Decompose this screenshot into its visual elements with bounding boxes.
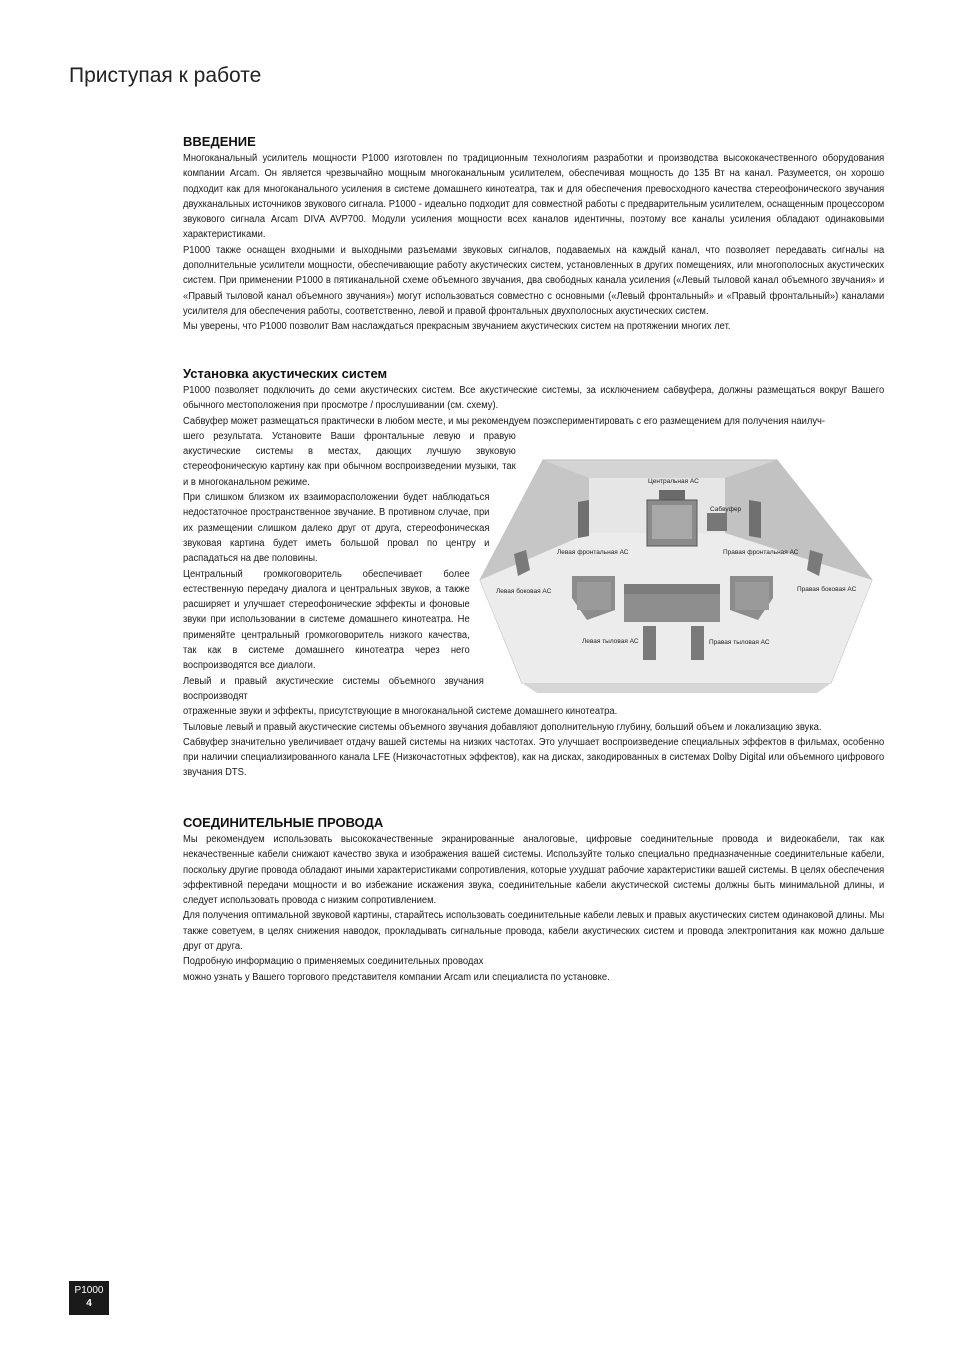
speakers-paragraph: отраженные звуки и эффекты, присутствующие в многоканальной системе домашнего кинотеатра.: [183, 706, 618, 718]
speakers-heading: Установка акустических систем: [183, 366, 388, 381]
intro-paragraph: Многоканальный усилитель мощности P1000 изготовлен по традиционным технологиям разработки и производства высококачественного оборудования компании Arcam. Он является чрезвычайно мощным многоканальным усилителем, обеспечивая мощность до 135 Вт на канал. Разумеется, он хорошо подходит как для многоканального усиления в системе домашнего кинотеатра, так и для обеспечения превосходного качества стереофонического звучания двухканальных источников звукового сигнала. P1000 - идеально подходит для совместной работы с предварительным усилителем, оснащенным процессором звукового сигнала Arcam DIVA AVP700. Модули усиления мощности всех каналов идентичны, поэтому все каналы усиления обладают одинаковыми характеристиками.: [183, 153, 885, 241]
side-right-label: Правая боковая АС: [797, 586, 857, 593]
rear-left-label: Левая тыловая АС: [582, 638, 639, 645]
cables-section: [183, 815, 885, 985]
subwoofer-icon: [707, 513, 727, 531]
intro-paragraph: Мы уверены, что P1000 позволит Вам наслаждаться прекрасным звучанием акустических систем на протяжении многих лет.: [183, 321, 731, 333]
front-left-label: Левая фронтальная АС: [557, 549, 629, 556]
speakers-paragraph: Левый и правый акустические системы объемного звучания воспроизводят: [183, 675, 484, 702]
intro-section: [183, 134, 885, 335]
intro-heading: ВВЕДЕНИЕ: [183, 134, 256, 149]
front-left-speaker-icon: [578, 500, 589, 538]
cables-paragraph: Для получения оптимальной звуковой картины, старайтесь использовать соединительные кабели левых и правых акустических систем одинаковой длины. Мы также советуем, в целях снижения наводок, прокладывать сигнальные провода, кабели акустических систем и провода электропитания как можно дальше друг от друга.: [183, 910, 885, 953]
page-footer: [69, 1281, 109, 1315]
cables-paragraph: можно узнать у Вашего торгового представителя компании Arcam или специалиста по установке.: [183, 971, 610, 983]
center-speaker-icon: [659, 490, 685, 500]
front-right-label: Правая фронтальная АС: [723, 549, 799, 556]
speakers-paragraph: Центральный громкоговоритель обеспечивает более естественную передачу диалога и центральных звуков, а также расширяет и улучшает стереофонические эффекты и фоновые звуки при использовании в системе домашнего кинотеатра. Не применяйте центральный громкоговоритель низкого качества, так как в системе домашнего кинотеатра через него воспроизводятся все диалоги.: [183, 568, 470, 672]
speakers-paragraph: шего результата. Установите Ваши фронтальные левую и правую акустические системы в местах, дающих лучшую звуковую стереофоническую картину как при обычном воспроизведении музыки, так и в многоканальном режиме.: [183, 430, 516, 488]
sofa-back: [624, 584, 720, 594]
center-speaker-label: Центральная АС: [648, 478, 699, 485]
floor-edge: [522, 683, 831, 693]
speaker-placement-diagram: [477, 458, 887, 718]
cables-heading: СОЕДИНИТЕЛЬНЫЕ ПРОВОДА: [183, 815, 384, 830]
rear-right-speaker-icon: [691, 626, 704, 660]
speakers-wrapped-text: [183, 429, 515, 704]
front-right-speaker-icon: [749, 500, 761, 538]
side-left-label: Левая боковая АС: [496, 588, 552, 595]
speakers-paragraph: Сабвуфер значительно увеличивает отдачу вашей системы на низких частотах. Это улучшает воспроизведение специальных эффектов в фильмах, особенно при наличии специализированного канала LFE (Низкочастотных эффектов), как на дисках, закодированных в системах Dolby Digital или объемного цифрового звучания DTS.: [183, 736, 885, 779]
tv-screen: [652, 505, 692, 539]
speakers-paragraph: При слишком близком их взаиморасположении будет наблюдаться недостаточное пространственное звучание. В противном случае, при их размещении слишком далеко друг от друга, стереофоническая звуковая картина будет иметь большой провал по центру и распадаться на две половины.: [183, 492, 490, 565]
page-number: 4: [86, 1298, 92, 1309]
speakers-paragraph: Сабвуфер может размещаться практически в любом месте, и мы рекомендуем поэкспериментировать с его размещением для получения наилуч-: [183, 415, 826, 427]
rear-right-label: Правая тыловая АС: [709, 639, 770, 646]
cables-paragraph: Подробную информацию о применяемых соединительных проводах: [183, 956, 484, 968]
page-title: Приступая к работе: [69, 64, 262, 87]
speakers-paragraph: P1000 позволяет подключить до семи акустических систем. Все акустические системы, за исключением сабвуфера, должны размещаться вокруг Вашего обычного местоположения при просмотре / прослушивании (см. схему).: [183, 385, 885, 412]
rear-left-speaker-icon: [643, 626, 656, 660]
room-illustration: [477, 458, 887, 718]
speakers-paragraph: Тыловые левый и правый акустические системы объемного звучания добавляют дополнительную глубину, больший объем и локализацию звука.: [183, 721, 822, 733]
intro-paragraph: P1000 также оснащен входными и выходными разъемами звуковых сигналов, подаваемых на каждый канал, что позволяет передавать сигналы на дополнительные усилители мощности, обеспечивающие работу акустических систем, установленных в других помещениях, или многополосных акустических систем. При применении P1000 в пятиканальной схеме объемного звучания, два свободных канала усиления («Левый тыловой канал объемного звучания» и «Правый тыловой канал объемного звучания») могут использоваться совместно с основными («Левый фронтальный» и «Правый фронтальный») каналами усилителя для обеспечения работы, соответственно, левой и правой фронтальных двухполосных акустических систем.: [183, 244, 885, 317]
footer-model: P1000: [74, 1285, 104, 1296]
cables-paragraph: Мы рекомендуем использовать высококачественные экранированные аналоговые, цифровые соединительные провода и видеокабели, так как некачественные кабели снижают качество звука и изображения вашей системы. Используйте только специально предназначенные соединительные кабели, поскольку другие провода обладают иными характеристиками сопротивления, которые ухудшат рабочие характеристики вашей системы. В целях обеспечения эффективной передачи мощности и во избежание искажения звука, соединительные кабели акустической системы должны быть минимальной длины, и следует использовать провода с низким сопротивлением.: [183, 834, 885, 907]
subwoofer-label: Сабвуфер: [710, 506, 742, 513]
